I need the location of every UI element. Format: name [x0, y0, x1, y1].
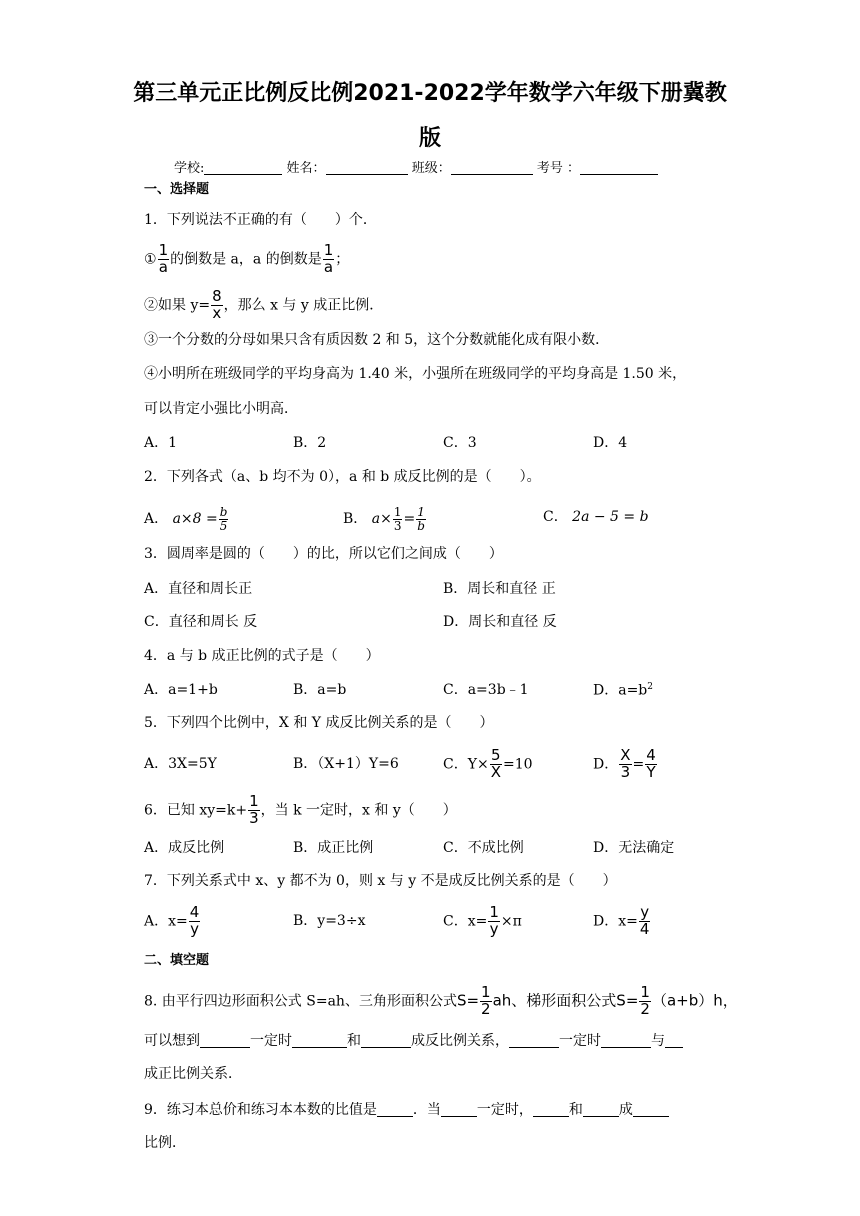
q2-a-expr: a×8 =	[172, 511, 218, 528]
q6-option-c[interactable]: C．不成比例	[443, 840, 524, 856]
q8-l2-3: 和	[347, 1033, 361, 1049]
frac-num: 1	[489, 903, 499, 921]
q2-stem: 2．下列各式（a、b 均不为 0），a 和 b 成反比例的是（ ）。	[144, 469, 541, 485]
q9-l1-3: 一定时，	[476, 1102, 533, 1118]
q6-stem-b: ，当 k 一定时，x 和 y（ ）	[260, 802, 457, 819]
q9-blank-2[interactable]	[441, 1102, 477, 1117]
q2-c-label: C．	[543, 509, 568, 525]
q1-statement-4a: ④小明所在班级同学的平均身高为 1.40 米，小强所在班级同学的平均身高是 1.50 米，	[144, 366, 687, 382]
q8-line2	[144, 1033, 683, 1048]
frac-num: 1	[481, 983, 491, 1001]
frac-den: 2	[481, 999, 491, 1018]
q8-text-e: （a+b）h，	[651, 991, 738, 1010]
q3-option-c[interactable]: C．直径和周长 反	[144, 614, 258, 630]
q3-option-b[interactable]: B．周长和直径 正	[443, 581, 556, 597]
fraction-1-over-2	[480, 985, 492, 1018]
q8-blank-1[interactable]	[200, 1033, 250, 1048]
q8-blank-5[interactable]	[601, 1033, 651, 1048]
frac-den: b	[417, 518, 425, 533]
q7-option-a[interactable]	[144, 905, 201, 938]
q7-a-prefix: A．x=	[144, 913, 188, 930]
frac-num: 8	[212, 287, 222, 305]
q7-c-prefix: C．x=	[443, 913, 488, 930]
frac-den: X	[490, 762, 501, 781]
q8-l2-2: 一定时	[250, 1033, 292, 1049]
q2-b-expr: a×	[371, 511, 392, 528]
doc-title-line2: 版	[418, 126, 441, 151]
name-blank[interactable]	[326, 160, 408, 175]
frac-num: 1	[323, 241, 334, 259]
frac-den: 3	[620, 762, 631, 781]
q5-d-eq: =	[632, 756, 645, 773]
q9-blank-3[interactable]	[533, 1102, 569, 1117]
q8-l2-1: 可以想到	[144, 1033, 200, 1049]
info-name-label: 姓名：	[286, 161, 326, 176]
frac-den: 5	[219, 518, 228, 533]
q6-option-d[interactable]: D．无法确定	[593, 840, 675, 856]
frac-num: b	[219, 505, 228, 519]
frac-num: X	[620, 746, 631, 764]
q5-d-prefix: D．	[593, 756, 619, 773]
fraction-1-over-2	[639, 985, 651, 1018]
info-line	[174, 160, 658, 175]
q2-option-b[interactable]	[343, 506, 427, 532]
q8-l2-6: 与	[651, 1033, 665, 1049]
fraction-X-over-3	[619, 748, 631, 781]
q8-s-eq-2: S=	[616, 991, 639, 1010]
fraction-5-over-X	[490, 748, 502, 781]
frac-num: y	[640, 903, 650, 921]
q4-option-b[interactable]: B．a=b	[293, 682, 347, 698]
q8-line1	[144, 985, 738, 1018]
q4-option-a[interactable]: A．a=1+b	[144, 682, 218, 698]
frac-den: y	[190, 919, 199, 938]
q1-statement-4b: 可以肯定小强比小明高．	[144, 401, 298, 417]
q1-option-b[interactable]: B．2	[293, 435, 327, 451]
frac-num: 4	[646, 746, 656, 764]
q1-statement-1	[144, 243, 349, 276]
q4-d-sup: 2	[647, 682, 653, 692]
q1-s1-end: ；	[335, 251, 350, 268]
q1-statement-3: ③一个分数的分母如果只含有质因数 2 和 5，这个分数就能化成有限小数．	[144, 332, 610, 348]
section-choice: 一、选择题	[144, 182, 210, 197]
frac-den: a	[323, 257, 334, 276]
q8-blank-3[interactable]	[361, 1033, 411, 1048]
q9-line1	[144, 1102, 669, 1117]
q8-blank-2[interactable]	[292, 1033, 347, 1048]
frac-num: 1	[417, 505, 425, 519]
q3-option-a[interactable]: A．直径和周长正	[144, 581, 253, 597]
info-exam-label: 考号 ：	[536, 161, 580, 176]
q7-c-end: ×π	[500, 913, 522, 930]
section-fill: 二、填空题	[144, 953, 210, 968]
q2-option-c[interactable]	[543, 510, 649, 524]
q4-option-d[interactable]	[593, 683, 653, 698]
exam-no-blank[interactable]	[580, 160, 658, 175]
q9-l1-1: 9．练习本总价和练习本本数的比值是	[144, 1102, 377, 1118]
frac-num: 4	[189, 903, 200, 921]
frac-den: a	[158, 257, 168, 276]
q4-stem: 4．a 与 b 成正比例的式子是（ ）	[144, 648, 380, 664]
q1-s2-prefix: ②如果 y=	[144, 297, 211, 314]
frac-den: Y	[646, 762, 656, 781]
q5-option-b[interactable]: B．（X+1）Y=6	[293, 756, 399, 772]
q5-option-a[interactable]: A．3X=5Y	[144, 756, 217, 772]
q2-b-eq: =	[403, 511, 416, 528]
q8-blank-6[interactable]	[665, 1033, 683, 1048]
frac-num: 1	[249, 792, 259, 810]
fraction-y-over-4	[639, 905, 651, 938]
frac-den: 3	[249, 808, 259, 827]
q9-l1-4: 和	[568, 1102, 583, 1118]
q5-c-prefix: C．Y×	[443, 756, 489, 773]
school-blank[interactable]	[204, 160, 282, 175]
frac-num: 1	[640, 983, 650, 1001]
q8-l2-4: 成反比例关系，	[411, 1033, 509, 1049]
q3-option-d[interactable]: D．周长和直径 反	[443, 614, 557, 630]
info-school-label: 学校:	[174, 161, 205, 176]
q6-option-a[interactable]: A．成反比例	[144, 840, 225, 856]
q1-stem: 1．下列说法不正确的有（ ）个．	[144, 212, 377, 228]
q6-option-b[interactable]: B．成正比例	[293, 840, 374, 856]
q8-l2-5: 一定时	[559, 1033, 601, 1049]
q1-s1-prefix: ①	[144, 251, 157, 268]
fraction-1-over-3	[248, 794, 260, 827]
q7-option-b[interactable]: B．y=3÷x	[293, 913, 366, 929]
q8-text-a: 8. 由平行四边形面积公式 S=ah、三角形面积公式	[144, 993, 457, 1010]
fraction-1-over-y	[488, 905, 500, 938]
frac-den: 4	[639, 919, 650, 938]
q9-line2: 比例．	[144, 1135, 186, 1151]
doc-title-line1: 第三单元正比例反比例2021-2022学年数学六年级下册冀教	[133, 81, 727, 106]
q1-s1-mid: 的倒数是 a，a 的倒数是	[170, 251, 322, 268]
fraction-1-over-a	[158, 243, 170, 276]
fraction-1-over-3	[393, 506, 403, 532]
q5-c-end: =10	[502, 756, 533, 773]
frac-den: 3	[393, 518, 402, 533]
q2-b-label: B．	[343, 511, 368, 528]
q9-l1-5: 成	[618, 1102, 633, 1118]
q2-option-a[interactable]	[144, 506, 229, 532]
q5-stem: 5．下列四个比例中，X 和 Y 成反比例关系的是（ ）	[144, 715, 494, 731]
q8-text-c: ah、梯形面积公式	[492, 991, 617, 1010]
frac-den: x	[212, 303, 222, 322]
fraction-4-over-Y	[645, 748, 657, 781]
q4-d-text: D．a=b	[593, 682, 648, 699]
frac-num: 5	[491, 746, 501, 764]
q7-option-d[interactable]	[593, 905, 651, 938]
q7-d-prefix: D．x=	[593, 913, 638, 930]
fraction-8-over-x	[211, 289, 223, 322]
q2-c-expr: 2a − 5 = b	[572, 509, 649, 525]
q8-s-eq: S=	[456, 991, 480, 1010]
frac-num: 1	[393, 505, 402, 519]
fraction-b-over-5	[219, 506, 229, 532]
q1-s2-end: ，那么 x 与 y 成正比例．	[223, 297, 384, 314]
q6-stem-a: 6．已知 xy=k+	[144, 802, 248, 819]
q6-stem	[144, 794, 457, 827]
info-class-label: 班级：	[411, 161, 451, 176]
fraction-4-over-y	[189, 905, 201, 938]
frac-num: 1	[158, 241, 169, 259]
q5-option-c[interactable]	[443, 748, 533, 781]
q3-stem: 3．圆周率是圆的（ ）的比，所以它们之间成（ ）	[144, 546, 503, 562]
q9-blank-1[interactable]	[377, 1102, 413, 1117]
q1-statement-2	[144, 289, 383, 322]
frac-den: 2	[640, 999, 650, 1018]
frac-den: y	[489, 919, 499, 938]
fraction-1-over-b	[416, 506, 426, 532]
q4-option-c[interactable]: C．a=3b﹣1	[443, 682, 529, 698]
q7-stem: 7．下列关系式中 x、y 都不为 0，则 x 与 y 不是成反比例关系的是（ ）	[144, 873, 617, 889]
q1-option-d[interactable]: D．4	[593, 435, 628, 451]
q1-option-a[interactable]: A．1	[144, 435, 178, 451]
q9-l1-2: ．当	[412, 1102, 441, 1118]
q5-option-d[interactable]	[593, 748, 658, 781]
q9-blank-5[interactable]	[633, 1102, 669, 1117]
q8-blank-4[interactable]	[509, 1033, 559, 1048]
q2-a-label: A．	[144, 511, 169, 528]
q7-option-c[interactable]	[443, 905, 522, 938]
q8-line3: 成正比例关系．	[144, 1066, 242, 1082]
q1-option-c[interactable]: C．3	[443, 435, 477, 451]
q9-blank-4[interactable]	[583, 1102, 619, 1117]
fraction-1-over-a	[323, 243, 335, 276]
class-blank[interactable]	[451, 160, 533, 175]
